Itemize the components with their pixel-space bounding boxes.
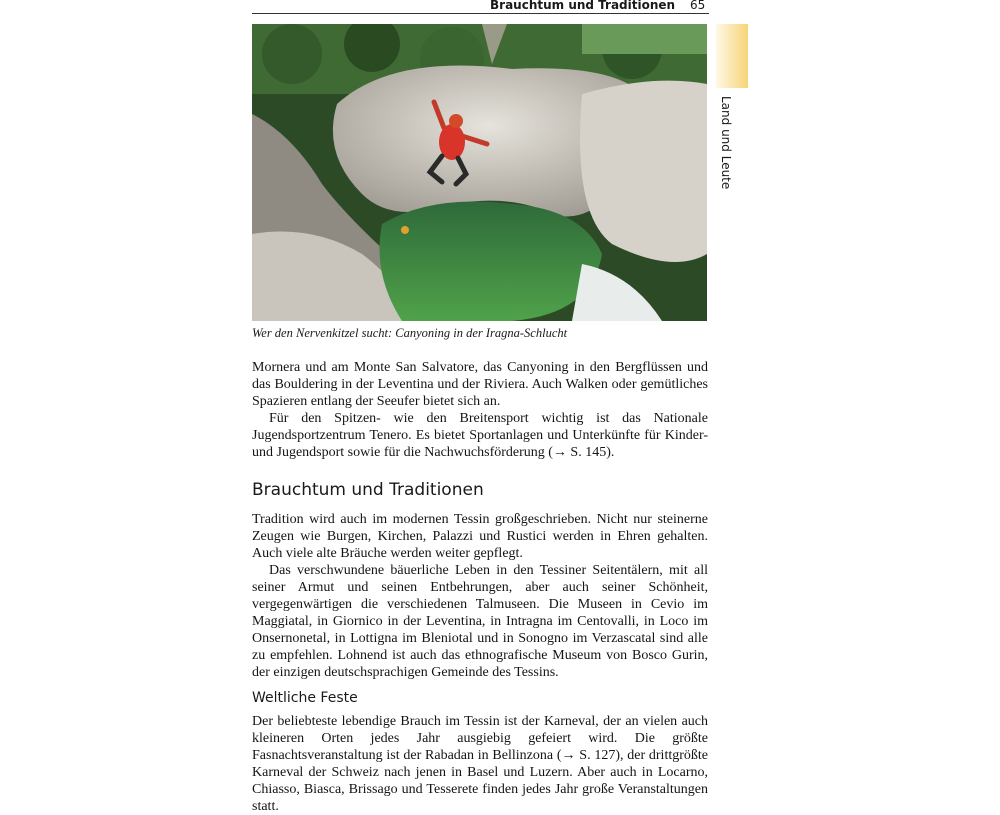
canyoning-photo-illustration bbox=[252, 24, 707, 321]
intro-paragraph-2: Für den Spitzen- wie den Breitensport wichtig ist das Nationale Jugendsportzentrum Tenero. Es bietet Sportanlagen und Unterkünfte für Kinder- und Jugendsport sowie für die Nachwuchsförderung (→ S. 145). bbox=[252, 411, 708, 460]
chapter-tab-label: Land und Leute bbox=[719, 96, 733, 190]
section-text bbox=[252, 511, 708, 681]
header-rule bbox=[252, 13, 709, 14]
subsection-paragraph-1: Der beliebteste lebendige Brauch im Tessin ist der Karneval, der an vielen auch kleineren Orten jedes Jahr ausgiebig gefeiert wird. Die größte Fasnachtsveranstaltung ist der Rabadan in Bellinzona (→ S. 127), der drittgrößte Karneval der Schweiz nach jenen in Basel und Luzern. Aber auch in Locarno, Chiasso, Biasca, Brissago und Tesserete finden jedes Jahr große Veranstaltungen statt. bbox=[252, 714, 708, 814]
section-heading: Brauchtum und Traditionen bbox=[252, 480, 484, 500]
section-paragraph-1: Tradition wird auch im modernen Tessin großgeschrieben. Nicht nur steinerne Zeugen wie Burgen, Kirchen, Palazzi und Rustici werden in Ehren gehalten. Auch viele alte Bräuche werden weiter gepflegt. bbox=[252, 512, 708, 561]
chapter-tab-marker bbox=[716, 24, 748, 88]
photo-caption: Wer den Nervenkitzel sucht: Canyoning in der Iragna-Schlucht bbox=[252, 326, 568, 340]
running-header-title: Brauchtum und Traditionen bbox=[490, 0, 676, 12]
section-paragraph-2: Das verschwundene bäuerliche Leben in den Tessiner Seitentälern, mit all seiner Armut und seinen Entbehrungen, aber auch seiner Schönheit, vergegenwärtigen die verschiedenen Talmuseen. Die Museen in Cevio im Maggiatal, in Giornico in der Leventina, in Intragna im Centovalli, in Loco im Onsernonetal, in Lottigna im Bleniotal und in Sonogno im Verzascatal sind alle zu empfehlen. Lohnend ist auch das ethnografische Museum von Bosco Gurin, der einzigen deutschsprachigen Gemeinde des Tessins. bbox=[252, 563, 708, 680]
page-number: 65 bbox=[690, 0, 706, 12]
subsection-heading: Weltliche Feste bbox=[252, 690, 358, 706]
canyoning-photo bbox=[252, 24, 707, 321]
intro-text bbox=[252, 359, 708, 461]
intro-paragraph-1: Mornera und am Monte San Salvatore, das Canyoning in den Bergflüssen und das Bouldering in der Leventina und der Riviera. Auch Walken oder gemütliches Spazieren entlang der Seeufer bietet sich an. bbox=[252, 360, 708, 409]
